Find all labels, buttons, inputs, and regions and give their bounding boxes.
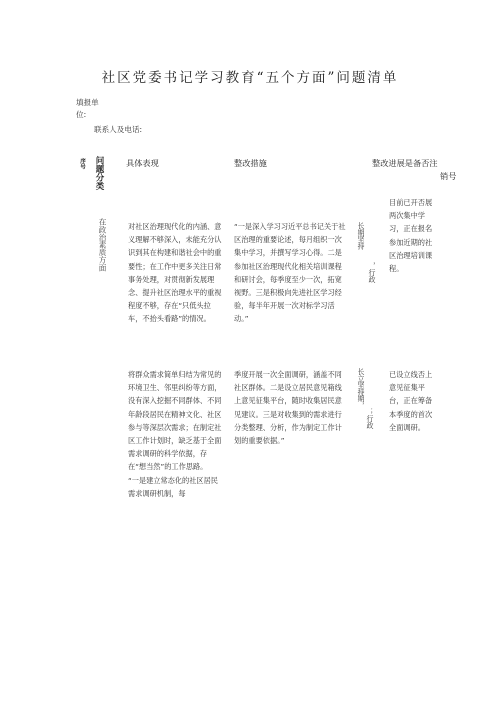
fill-unit-label: 填报单位:: [76, 98, 99, 119]
row-manifestation: 将群众需求简单归结为常见的环境卫生、邻里纠纷等方面，没有深入挖掘不同群体、不同年龄段居民在精神文化、社区参与等深层次需求；在制定社区工作计划时，缺乏基于全面需求调研的科学依据，存在“想当然”的工作思路。 “一是建立常态化的社区居民需求调研机制，每: [128, 370, 222, 498]
row-category: 在政治素质方面: [98, 218, 107, 272]
row-manifestation: 对社区治理现代化的内涵、意义理解不够深入，未能充分认识到其在构建和谐社会中的重要性；在工作中更多关注日常事务处理，对贯彻新发展理念、提升社区治理水平的重视程度不够，存在“只低头拉车，不抬头看路”的情况。: [128, 222, 222, 324]
header-progress-note: 销号: [440, 171, 457, 181]
page-title: 社区党委书记学习教育“五个方面”问题清单: [101, 70, 399, 86]
row-deadline-b: ；行政: [366, 408, 374, 429]
header-seq: 序号: [79, 158, 85, 170]
header-progress: 整改进展是备否注: [372, 158, 438, 168]
header-measures: 整改措施: [234, 158, 267, 168]
row-deadline-a: 长期坚持: [356, 222, 364, 250]
row-progress: 目前已开否展两次集中学习，正在报名参加近期的社区治理培训课程。: [389, 198, 433, 274]
contact-label: 联系人及电话:: [94, 125, 143, 134]
header-manifestation: 具体表现: [126, 158, 159, 168]
row-measures: “一是深入学习习近平总书记关于社区治理的重要论述，每月组织一次集中学习，并撰写学习心得。二是参加社区治理现代化相关培训课程和研讨会，每季度至少一次，拓宽视野。三是积极向先进社区学习经验，每半年开展一次对标学习活动。”: [234, 222, 346, 324]
header-category: 问题分类: [94, 156, 104, 190]
row-measures: 季度开展一次全面调研，涵盖不同社区群体。二是设立居民意见箱线上意见征集平台，随时收集居民意见建议。三是对收集到的需求进行分类整理、分析，作为制定工作计划的重要依据。”: [234, 370, 342, 446]
row-deadline-b: ，行政: [368, 262, 376, 283]
row-progress: 已设立线否上意见征集平台，正在筹备本季度的首次全面调研。: [389, 370, 433, 432]
row-deadline-a: 长立坚持期，: [356, 368, 364, 409]
